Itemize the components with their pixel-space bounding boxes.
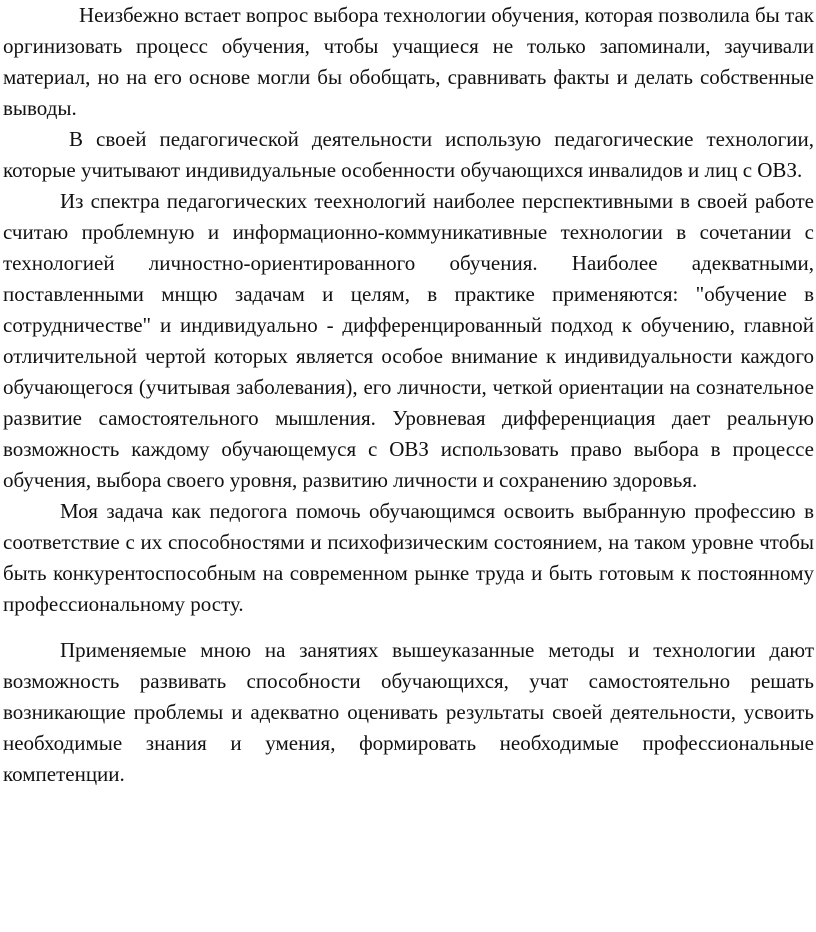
paragraph-3: Из спектра педагогических теехнологий наиболее перспективными в своей работе считаю проблемную и информационно-коммуникативные технологии в сочетании с технологией личностно-ориентированного обучения. Наиболее адекватными, поставленными мнщю задачам и целям, в практике применяются: "обучение в сотрудничестве" и индивидуально - дифференцированный подход к обучению, главной отличительной чертой которых является особое внимание к индивидуальности каждого обучающегося (учитывая заболевания), его личности, четкой ориентации на сознательное развитие самостоятельного мышления. Уровневая дифференциация дает реальную возможность каждому обучающемуся с ОВЗ использовать право выбора в процессе обучения, выбора своего уровня, развитию личности и сохранению здоровья. xyxy=(3,189,814,492)
paragraph-1: Неизбежно встает вопрос выбора технологии обучения, которая позволила бы так оргинизовать процесс обучения, чтобы учащиеся не только запоминали, заучивали материал, но на его основе могли бы обобщать, сравнивать факты и делать собственные выводы. xyxy=(3,3,814,120)
paragraph-5: Применяемые мною на занятиях вышеуказанные методы и технологии дают возможность развивать способности обучающихся, учат самостоятельно решать возникающие проблемы и адекватно оценивать результаты своей деятельности, усвоить необходимые знания и умения, формировать необходимые профессиональные компетенции. xyxy=(3,638,814,786)
paragraph-4: Моя задача как педогога помочь обучающимся освоить выбранную профессию в соответствие с их способностями и психофизическим состоянием, на таком уровне чтобы быть конкурентоспособным на современном рынке труда и быть готовым к постоянному профессиональному росту. xyxy=(3,499,814,616)
paragraph-2: В своей педагогической деятельности использую педагогические технологии, которые учитывают индивидуальные особенности обучающихся инвалидов и лиц с ОВЗ. xyxy=(3,127,814,182)
